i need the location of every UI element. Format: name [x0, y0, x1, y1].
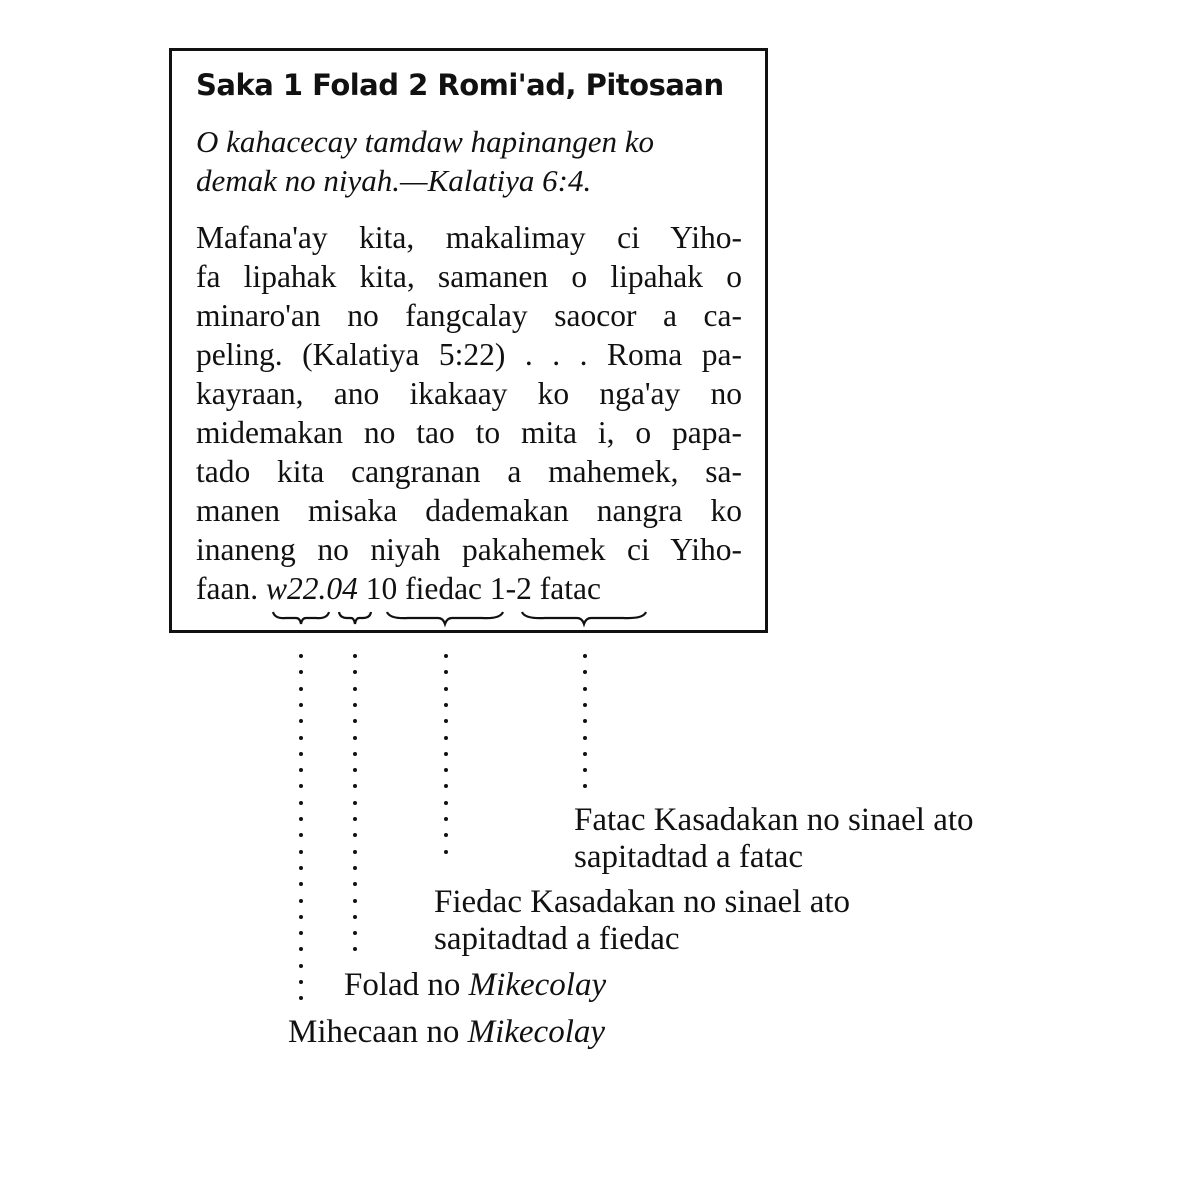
- citation-paragraphs: 1-2 fatac: [489, 571, 601, 606]
- connector-dot: [299, 882, 303, 886]
- connector-dot: [444, 654, 448, 658]
- month-label: [344, 966, 606, 1004]
- connector-dot: [299, 654, 303, 658]
- brace-year-icon: [272, 606, 330, 628]
- connector-dot: [299, 915, 303, 919]
- citation-line: [196, 571, 601, 607]
- connector-dot: [353, 719, 357, 723]
- body-line: inaneng no niyah pakahemek ci Yiho-: [196, 532, 742, 567]
- connector-dot: [299, 866, 303, 870]
- body-line: minaro'an no fangcalay saocor a ca-: [196, 298, 742, 333]
- brace-page-icon: [386, 606, 504, 628]
- connector-dot: [299, 980, 303, 984]
- connector-dot: [444, 833, 448, 837]
- connector-dot: [353, 899, 357, 903]
- body-line: midemakan no tao to mita i, o papa-: [196, 415, 742, 450]
- month-label-italic: Mikecolay: [468, 967, 607, 1003]
- connector-dot: [353, 752, 357, 756]
- connector-dot: [583, 703, 587, 707]
- connector-dot: [299, 850, 303, 854]
- card-title: Saka 1 Folad 2 Romi'ad, Pitosaan: [196, 68, 724, 102]
- connector-dot: [583, 719, 587, 723]
- citation-publication-year: w22.: [265, 571, 327, 606]
- connector-dot: [444, 719, 448, 723]
- connector-dot: [583, 768, 587, 772]
- year-label-italic: Mikecolay: [467, 1014, 606, 1050]
- connector-dot: [353, 850, 357, 854]
- paragraph-label-line-2: sapitadtad a fatac: [574, 839, 804, 875]
- connector-dot: [299, 899, 303, 903]
- connector-dot: [299, 996, 303, 1000]
- connector-dot: [299, 833, 303, 837]
- citation-month: 04: [326, 571, 358, 606]
- connector-dot: [299, 687, 303, 691]
- connector-dot: [353, 801, 357, 805]
- connector-dot: [353, 915, 357, 919]
- connector-dot: [353, 866, 357, 870]
- connector-dot: [444, 670, 448, 674]
- connector-dot: [353, 947, 357, 951]
- connector-dot: [444, 768, 448, 772]
- connector-dot: [444, 784, 448, 788]
- theme-scripture-line-1: O kahacecay tamdaw hapinangen ko: [196, 124, 654, 159]
- connector-dot: [353, 687, 357, 691]
- connector-dot: [299, 752, 303, 756]
- connector-dot: [299, 736, 303, 740]
- connector-dot: [299, 670, 303, 674]
- connector-dot: [444, 687, 448, 691]
- connector-dot: [444, 801, 448, 805]
- connector-dot: [299, 768, 303, 772]
- connector-dot: [353, 768, 357, 772]
- connector-dot: [353, 736, 357, 740]
- year-label-text: Mihecaan no: [288, 1014, 460, 1050]
- connector-dot: [353, 882, 357, 886]
- connector-dot: [299, 964, 303, 968]
- body-line: peling. (Kalatiya 5:22) . . . Roma pa-: [196, 337, 742, 372]
- connector-dot: [299, 931, 303, 935]
- connector-dot: [444, 703, 448, 707]
- connector-dot: [583, 752, 587, 756]
- connector-dot: [444, 817, 448, 821]
- connector-dot: [353, 817, 357, 821]
- connector-dot: [299, 817, 303, 821]
- connector-dot: [444, 752, 448, 756]
- brace-paragraph-icon: [521, 606, 647, 628]
- connector-dot: [444, 736, 448, 740]
- connector-dot: [444, 850, 448, 854]
- page-label-line-1: Fiedac Kasadakan no sinael ato: [434, 884, 851, 920]
- connector-dot: [583, 670, 587, 674]
- connector-dot: [299, 784, 303, 788]
- body-line: Mafana'ay kita, makalimay ci Yiho-: [196, 220, 742, 255]
- citation-page: 10 fiedac: [365, 571, 483, 606]
- connector-dot: [353, 931, 357, 935]
- connector-dot: [353, 784, 357, 788]
- citation-lead: faan.: [196, 571, 259, 606]
- connector-dot: [353, 703, 357, 707]
- brace-month-icon: [338, 606, 372, 628]
- body-line: fa lipahak kita, samanen o lipahak o: [196, 259, 742, 294]
- theme-scripture-line-2: demak no niyah.—Kalatiya 6:4.: [196, 163, 592, 198]
- connector-dot: [583, 654, 587, 658]
- paragraph-label-line-1: Fatac Kasadakan no sinael ato: [574, 802, 974, 838]
- connector-dot: [583, 687, 587, 691]
- page-label-line-2: sapitadtad a fiedac: [434, 921, 680, 957]
- connector-dot: [353, 833, 357, 837]
- month-label-text: Folad no: [344, 967, 461, 1003]
- connector-dot: [583, 784, 587, 788]
- connector-dot: [299, 947, 303, 951]
- body-line: tado kita cangranan a mahemek, sa-: [196, 454, 742, 489]
- connector-dot: [353, 670, 357, 674]
- connector-dot: [299, 703, 303, 707]
- year-label: [288, 1013, 605, 1051]
- connector-dot: [583, 736, 587, 740]
- body-line: manen misaka dademakan nangra ko: [196, 493, 742, 528]
- connector-dot: [299, 719, 303, 723]
- connector-dot: [299, 801, 303, 805]
- connector-dot: [353, 654, 357, 658]
- body-line: kayraan, ano ikakaay ko nga'ay no: [196, 376, 742, 411]
